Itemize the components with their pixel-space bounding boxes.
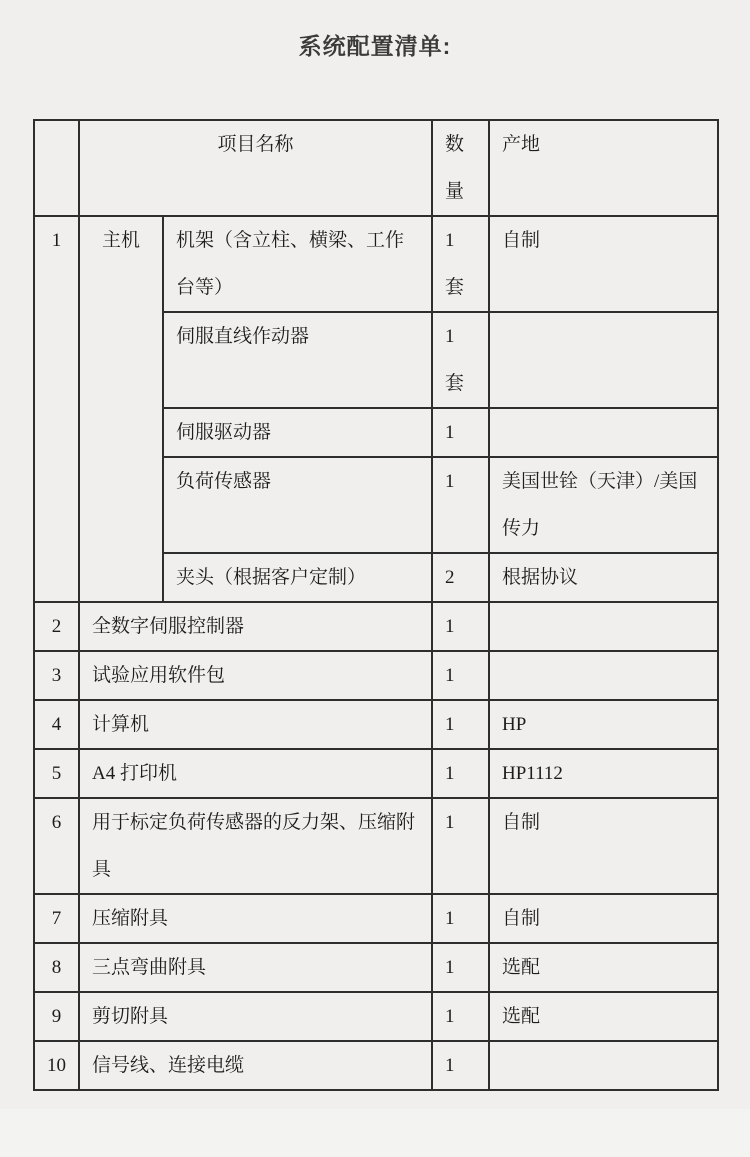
table-row	[34, 651, 718, 700]
category-cell: 主机	[79, 216, 163, 602]
table-row	[34, 1041, 718, 1090]
item-name-cell: 剪切附具	[79, 992, 432, 1041]
quantity-cell: 1	[432, 749, 489, 798]
item-name-cell: 试验应用软件包	[79, 651, 432, 700]
item-name-cell: 计算机	[79, 700, 432, 749]
item-name-cell: 全数字伺服控制器	[79, 602, 432, 651]
item-name-cell: 机架（含立柱、横梁、工作台等）	[163, 216, 432, 312]
origin-cell: HP	[489, 700, 718, 749]
item-name-cell: 伺服直线作动器	[163, 312, 432, 408]
row-index-cell: 3	[34, 651, 79, 700]
item-name-cell: 负荷传感器	[163, 457, 432, 553]
origin-cell	[489, 312, 718, 408]
header-item-name-cell: 项目名称	[79, 120, 432, 216]
table-row	[34, 798, 718, 894]
origin-cell	[489, 651, 718, 700]
row-index-cell: 9	[34, 992, 79, 1041]
quantity-cell: 1	[432, 894, 489, 943]
item-name-cell: 夹头（根据客户定制）	[163, 553, 432, 602]
origin-cell	[489, 1041, 718, 1090]
item-name-cell: 伺服驱动器	[163, 408, 432, 457]
item-name-cell: 三点弯曲附具	[79, 943, 432, 992]
origin-cell: 选配	[489, 992, 718, 1041]
row-index-cell: 7	[34, 894, 79, 943]
origin-cell: 美国世铨（天津）/美国传力	[489, 457, 718, 553]
page-title: 系统配置清单:	[298, 33, 452, 59]
quantity-cell: 1	[432, 992, 489, 1041]
quantity-cell: 1	[432, 700, 489, 749]
origin-cell: 选配	[489, 943, 718, 992]
row-index-cell: 5	[34, 749, 79, 798]
quantity-cell: 1	[432, 943, 489, 992]
table-row	[34, 216, 718, 312]
origin-cell	[489, 602, 718, 651]
row-index-cell: 6	[34, 798, 79, 894]
header-origin-cell: 产地	[489, 120, 718, 216]
origin-cell: HP1112	[489, 749, 718, 798]
origin-cell: 自制	[489, 216, 718, 312]
quantity-cell: 1	[432, 602, 489, 651]
table-header-row	[34, 120, 718, 216]
row-index-cell: 8	[34, 943, 79, 992]
quantity-cell: 1 套	[432, 312, 489, 408]
origin-cell: 自制	[489, 894, 718, 943]
system-config-table	[33, 119, 719, 1091]
origin-cell: 自制	[489, 798, 718, 894]
page-footer-band	[0, 1109, 750, 1157]
table-row	[34, 894, 718, 943]
quantity-cell: 1	[432, 1041, 489, 1090]
item-name-cell: 压缩附具	[79, 894, 432, 943]
header-index-cell	[34, 120, 79, 216]
quantity-cell: 1 套	[432, 216, 489, 312]
table-row	[34, 992, 718, 1041]
table-row	[34, 602, 718, 651]
item-name-cell: A4 打印机	[79, 749, 432, 798]
table-row	[34, 700, 718, 749]
row-index-cell: 10	[34, 1041, 79, 1090]
item-name-cell: 信号线、连接电缆	[79, 1041, 432, 1090]
table-row	[34, 749, 718, 798]
quantity-cell: 1	[432, 457, 489, 553]
quantity-cell: 1	[432, 408, 489, 457]
row-index-cell: 1	[34, 216, 79, 602]
origin-cell: 根据协议	[489, 553, 718, 602]
header-quantity-cell: 数量	[432, 120, 489, 216]
table-row	[34, 943, 718, 992]
item-name-cell: 用于标定负荷传感器的反力架、压缩附具	[79, 798, 432, 894]
quantity-cell: 1	[432, 798, 489, 894]
quantity-cell: 2	[432, 553, 489, 602]
quantity-cell: 1	[432, 651, 489, 700]
row-index-cell: 4	[34, 700, 79, 749]
row-index-cell: 2	[34, 602, 79, 651]
origin-cell	[489, 408, 718, 457]
